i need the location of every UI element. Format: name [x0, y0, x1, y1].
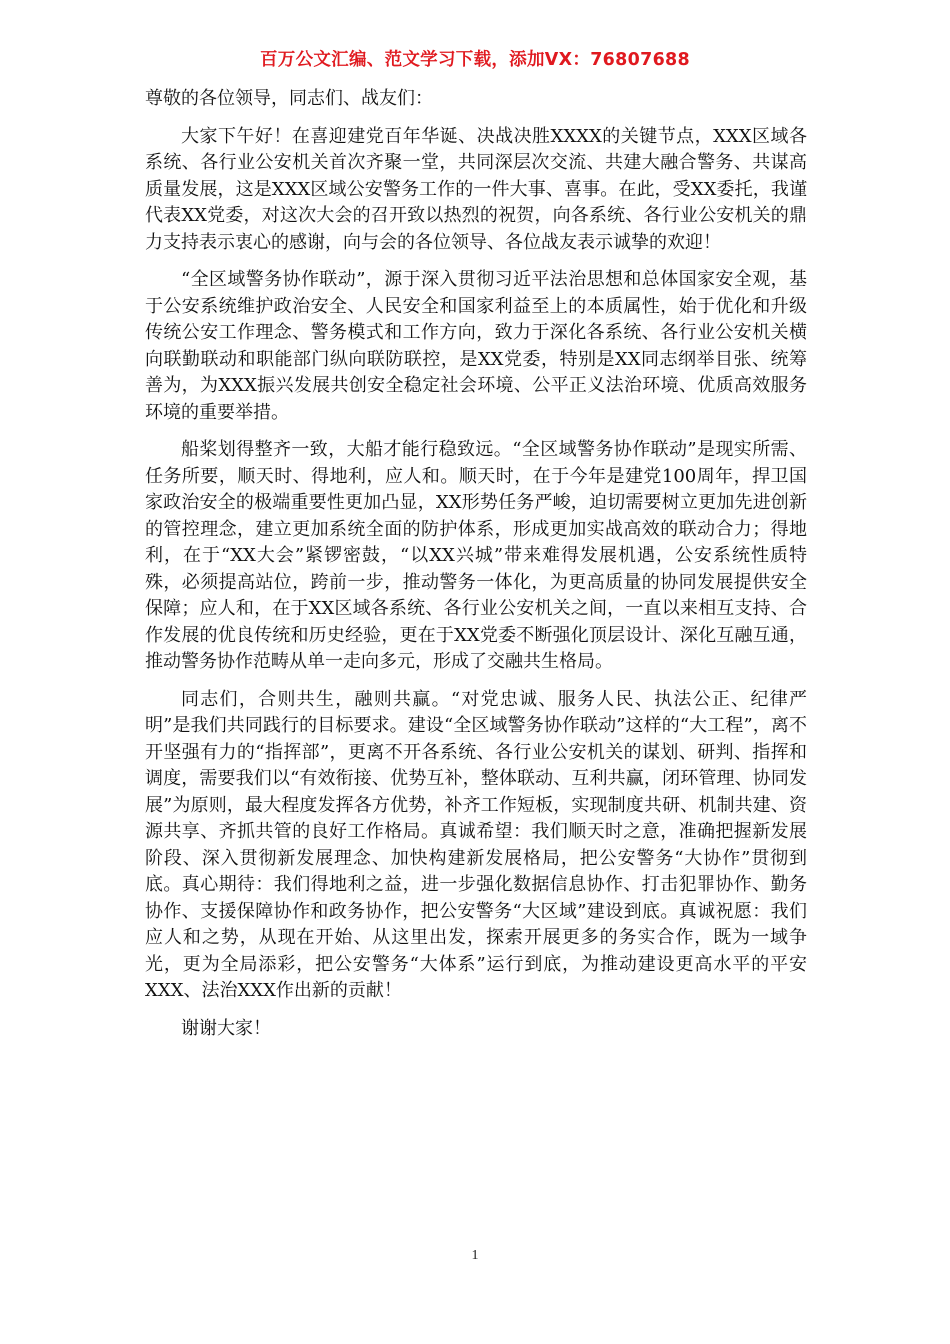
document-body: [145, 86, 807, 1053]
paragraph-opening: 大家下午好！在喜迎建党百年华诞、决战决胜XXXX的关键节点，XXX区域各系统、各行业公安机关首次齐聚一堂，共同深层次交流、共建大融合警务、共谋高质量发展，这是XXX区域公安警务工作的一件大事、喜事。在此，受XX委托，我谨代表XX党委，对这次大会的召开致以热烈的祝贺，向各系统、各行业公安机关的鼎力支持表示衷心的感谢，向与会的各位领导、各位战友表示诚挚的欢迎！: [145, 125, 807, 253]
paragraph-timing: 船桨划得整齐一致，大船才能行稳致远。“全区域警务协作联动”是现实所需、任务所要，顺天时、得地利，应人和。顺天时，在于今年是建党100周年，捍卫国家政治安全的极端重要性更加凸显，XX形势任务严峻，迫切需要树立更加先进创新的管控理念，建立更加系统全面的防护体系，形成更加实战高效的联动合力；得地利，在于“XX大会”紧锣密鼓，“以XX兴城”带来难得发展机遇，公安系统性质特殊，必须提高站位，跨前一步，推动警务一体化，为更高质量的协同发展提供安全保障；应人和，在于XX区域各系统、各行业公安机关之间，一直以来相互支持、合作发展的优良传统和历史经验，更在于XX党委不断强化顶层设计、深化互融互通，推动警务协作范畴从单一走向多元，形成了交融共生格局。: [145, 439, 807, 672]
download-banner: 百万公文汇编、范文学习下载，添加VX：76807688: [259, 50, 691, 70]
paragraph-expectations: 同志们，合则共生，融则共赢。“对党忠诚、服务人民、执法公正、纪律严明”是我们共同践行的目标要求。建设“全区域警务协作联动”这样的“大工程”，离不开坚强有力的“指挥部”，更离不开各系统、各行业公安机关的谋划、研判、指挥和调度，需要我们以“有效衔接、优势互补，整体联动、互利共赢，闭环管理、协同发展”为原则，最大程度发挥各方优势，补齐工作短板，实现制度共研、机制共建、资源共享、齐抓共管的良好工作格局。真诚希望：我们顺天时之意，准确把握新发展阶段、深入贯彻新发展理念、加快构建新发展格局，把公安警务“大协作”贯彻到底。真心期待：我们得地利之益，进一步强化数据信息协作、打击犯罪协作、勤务协作、支援保障协作和政务协作，把公安警务“大区域”建设到底。真诚祝愿：我们应人和之势，从现在开始、从这里出发，探索开展更多的务实合作，既为一域争光，更为全局添彩，把公安警务“大体系”运行到底，为推动建设更高水平的平安XXX、法治XXX作出新的贡献！: [145, 688, 807, 1001]
paragraph-closing: 谢谢大家！: [181, 1017, 271, 1039]
salutation: 尊敬的各位领导，同志们、战友们：: [145, 88, 433, 109]
page-number: 1: [471, 1248, 479, 1263]
paragraph-origin: “全区域警务协作联动”，源于深入贯彻习近平法治思想和总体国家安全观，基于公安系统维护政治安全、人民安全和国家利益至上的本质属性，始于优化和升级传统公安工作理念、警务模式和工作方向，致力于深化各系统、各行业公安机关横向联勤联动和职能部门纵向联防联控，是XX党委，特别是XX同志纲举目张、统筹善为，为XXX振兴发展共创安全稳定社会环境、公平正义法治环境、优质高效服务环境的重要举措。: [145, 269, 807, 423]
